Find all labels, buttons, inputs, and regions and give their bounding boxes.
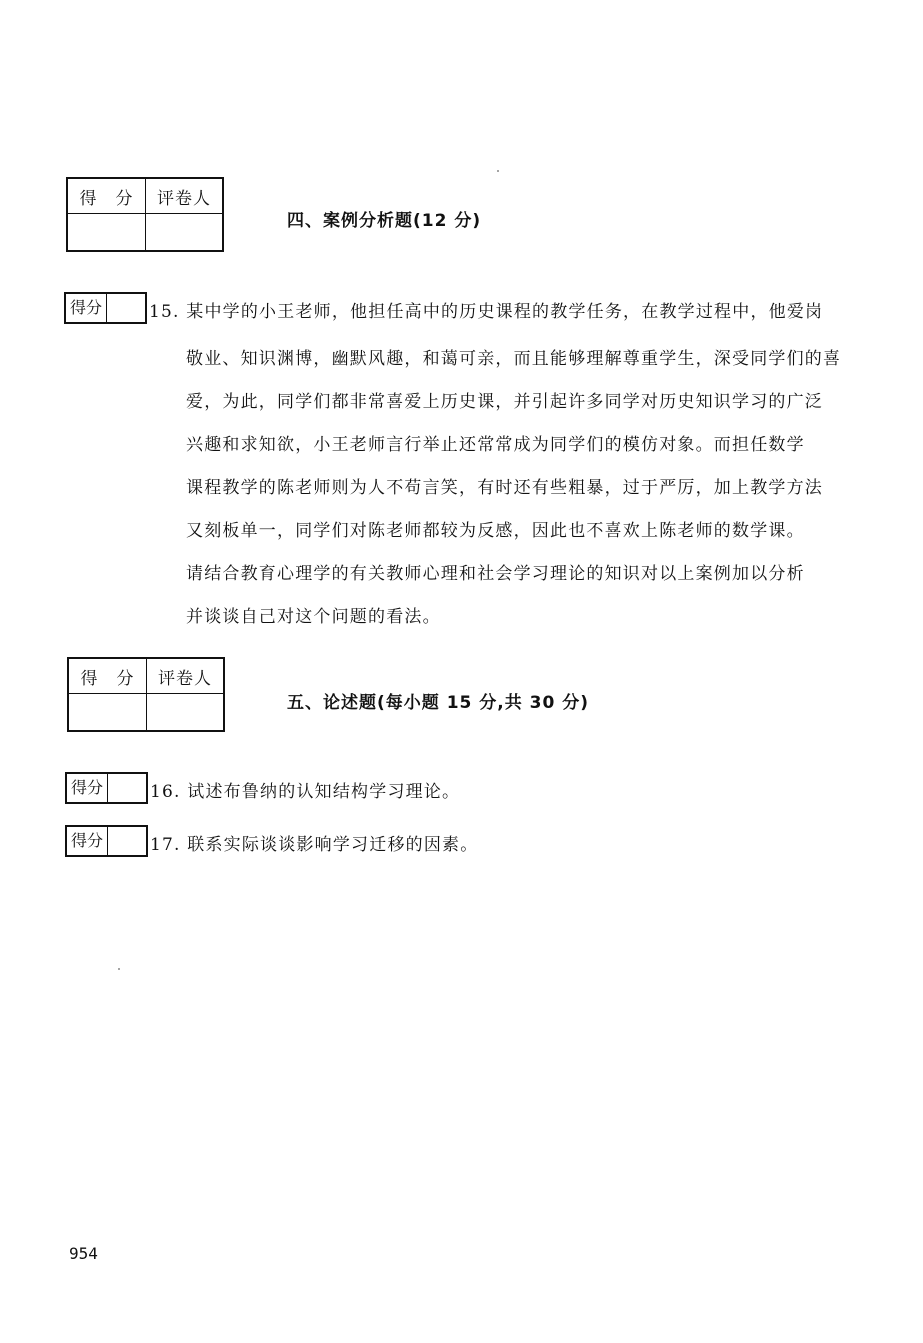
grader-header: 评卷人 xyxy=(147,658,225,694)
scan-speck xyxy=(118,968,120,970)
score-table-section-5 xyxy=(67,657,225,732)
score-box-fill[interactable] xyxy=(108,774,146,802)
q17-text: 17. 联系实际谈谈影响学习迁移的因素。 xyxy=(150,835,479,855)
q15-line-3: 爱，为此，同学们都非常喜爱上历史课，并引起许多同学对历史知识学习的广泛 xyxy=(186,392,823,412)
q15-line-8: 并谈谈自己对这个问题的看法。 xyxy=(186,607,441,627)
score-box-fill[interactable] xyxy=(107,294,145,322)
score-box-label: 得分 xyxy=(67,827,108,855)
page-number: 954 xyxy=(69,1244,98,1263)
q15-line-1: 15. 某中学的小王老师，他担任高中的历史课程的教学任务，在教学过程中，他爱岗 xyxy=(149,302,824,322)
score-header: 得 分 xyxy=(68,658,147,694)
score-box-q17[interactable] xyxy=(65,825,148,857)
grader-cell[interactable] xyxy=(147,694,225,732)
q15-line-2: 敬业、知识渊博，幽默风趣，和蔼可亲，而且能够理解尊重学生，深受同学们的喜 xyxy=(186,349,842,369)
score-box-fill[interactable] xyxy=(108,827,146,855)
section-title-5: 五、论述题(每小题 15 分,共 30 分) xyxy=(287,693,589,713)
score-box-label: 得分 xyxy=(66,294,107,322)
score-box-q16[interactable] xyxy=(65,772,148,804)
score-cell[interactable] xyxy=(68,694,147,732)
q15-line-4: 兴趣和求知欲，小王老师言行举止还常常成为同学们的模仿对象。而担任数学 xyxy=(186,435,805,455)
scan-speck xyxy=(497,170,499,172)
q16-text: 16. 试述布鲁纳的认知结构学习理论。 xyxy=(150,782,461,802)
q15-line-6: 又刻板单一，同学们对陈老师都较为反感，因此也不喜欢上陈老师的数学课。 xyxy=(186,521,805,541)
score-box-label: 得分 xyxy=(67,774,108,802)
grader-header: 评卷人 xyxy=(146,178,224,214)
q15-line-7: 请结合教育心理学的有关教师心理和社会学习理论的知识对以上案例加以分析 xyxy=(186,564,805,584)
q15-line-5: 课程教学的陈老师则为人不苟言笑，有时还有些粗暴，过于严厉，加上教学方法 xyxy=(186,478,823,498)
score-header: 得 分 xyxy=(67,178,146,214)
score-box-q15[interactable] xyxy=(64,292,147,324)
score-cell[interactable] xyxy=(67,214,146,252)
grader-cell[interactable] xyxy=(146,214,224,252)
section-title-4: 四、案例分析题(12 分) xyxy=(287,211,482,231)
score-table-section-4 xyxy=(66,177,224,252)
